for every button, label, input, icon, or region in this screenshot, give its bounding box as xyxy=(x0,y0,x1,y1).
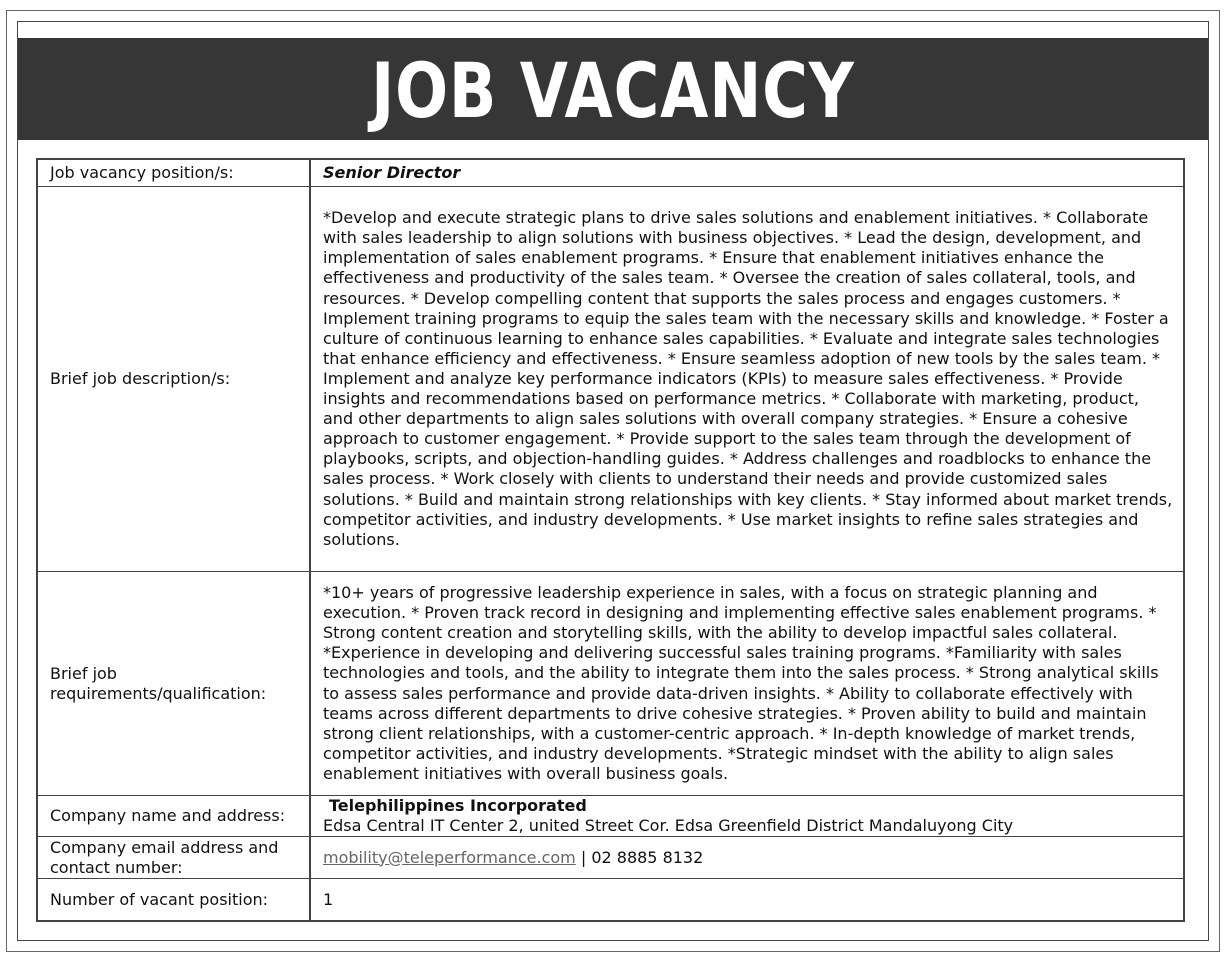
table-row-description xyxy=(37,187,1184,572)
company-label: Company name and address: xyxy=(37,796,310,837)
position-title: Senior Director xyxy=(323,163,461,182)
table-row-vacancies xyxy=(37,879,1184,922)
description-text: *Develop and execute strategic plans to drive sales solutions and enablement initiatives. * Collaborate with sales leadership to align solutions with business objectives. * Lead the design, development, and implementation of sales enablement programs. * Ensure that enablement initiatives enhance the effectiveness and productivity of the sales team. * Oversee the creation of sales collateral, tools, and resources. * Develop compelling content that supports the sales process and engages customers. * Implement training programs to equip the sales team with the necessary skills and knowledge. * Foster a culture of continuous learning to enhance sales capabilities. * Evaluate and integrate sales technologies that enhance efficiency and effectiveness. * Ensure seamless adoption of new tools by the sales team. * Implement and analyze key performance indicators (KPIs) to measure sales effectiveness. * Provide insights and recommendations based on performance metrics. * Collaborate with marketing, product, and other departments to align sales solutions with overall company strategies. * Ensure a cohesive approach to customer engagement. * Provide support to the sales team through the development of playbooks, scripts, and objection-handling guides. * Address challenges and roadblocks to enhance the sales process. * Work closely with clients to understand their needs and provide customized sales solutions. * Build and maintain strong relationships with key clients. * Stay informed about market trends, competitor activities, and industry developments. * Use market insights to refine sales strategies and solutions. xyxy=(323,208,1173,549)
contact-label: Company email address and contact number: xyxy=(37,837,310,879)
position-label: Job vacancy position/s: xyxy=(37,159,310,187)
company-value-cell xyxy=(310,796,1184,837)
company-name: Telephilippines Incorporated xyxy=(329,796,587,815)
table-row-requirements xyxy=(37,572,1184,796)
description-label: Brief job description/s: xyxy=(37,187,310,572)
vacancies-count: 1 xyxy=(323,889,334,909)
table-row-position xyxy=(37,159,1184,187)
banner-title: JOB VACANCY xyxy=(371,46,855,135)
requirements-label: Brief job requirements/qualification: xyxy=(37,572,310,796)
table-row-contact xyxy=(37,837,1184,879)
table-row-company xyxy=(37,796,1184,837)
position-value-cell xyxy=(310,159,1184,187)
vacancies-value-cell xyxy=(310,879,1184,922)
contact-value-cell xyxy=(310,837,1184,879)
company-address: Edsa Central IT Center 2, united Street Cor. Edsa Greenfield District Mandaluyong City xyxy=(323,816,1014,835)
description-value-cell xyxy=(310,187,1184,572)
requirements-text: *10+ years of progressive leadership experience in sales, with a focus on strategic planning and execution. * Proven track record in designing and implementing effective sales enablement programs. * Strong content creation and storytelling skills, with the ability to develop impactful sales collateral. *Experience in developing and delivering successful sales training programs. *Familiarity with sales technologies and tools, and the ability to integrate them into the sales process. * Strong analytical skills to assess sales performance and provide data-driven insights. * Ability to collaborate effectively with teams across different departments to drive cohesive strategies. * Proven ability to build and maintain strong client relationships, with a customer-centric approach. * In-depth knowledge of market trends, competitor activities, and industry developments. *Strategic mindset with the ability to align sales enablement initiatives with overall business goals. xyxy=(323,583,1159,783)
contact-phone: 02 8885 8132 xyxy=(591,847,704,867)
vacancy-table xyxy=(36,158,1185,922)
contact-separator: | xyxy=(575,847,592,867)
email-link[interactable]: mobility@teleperformance.com xyxy=(323,847,576,867)
vacancies-label: Number of vacant position: xyxy=(37,879,310,922)
requirements-value-cell xyxy=(310,572,1184,796)
header-banner xyxy=(18,38,1208,140)
